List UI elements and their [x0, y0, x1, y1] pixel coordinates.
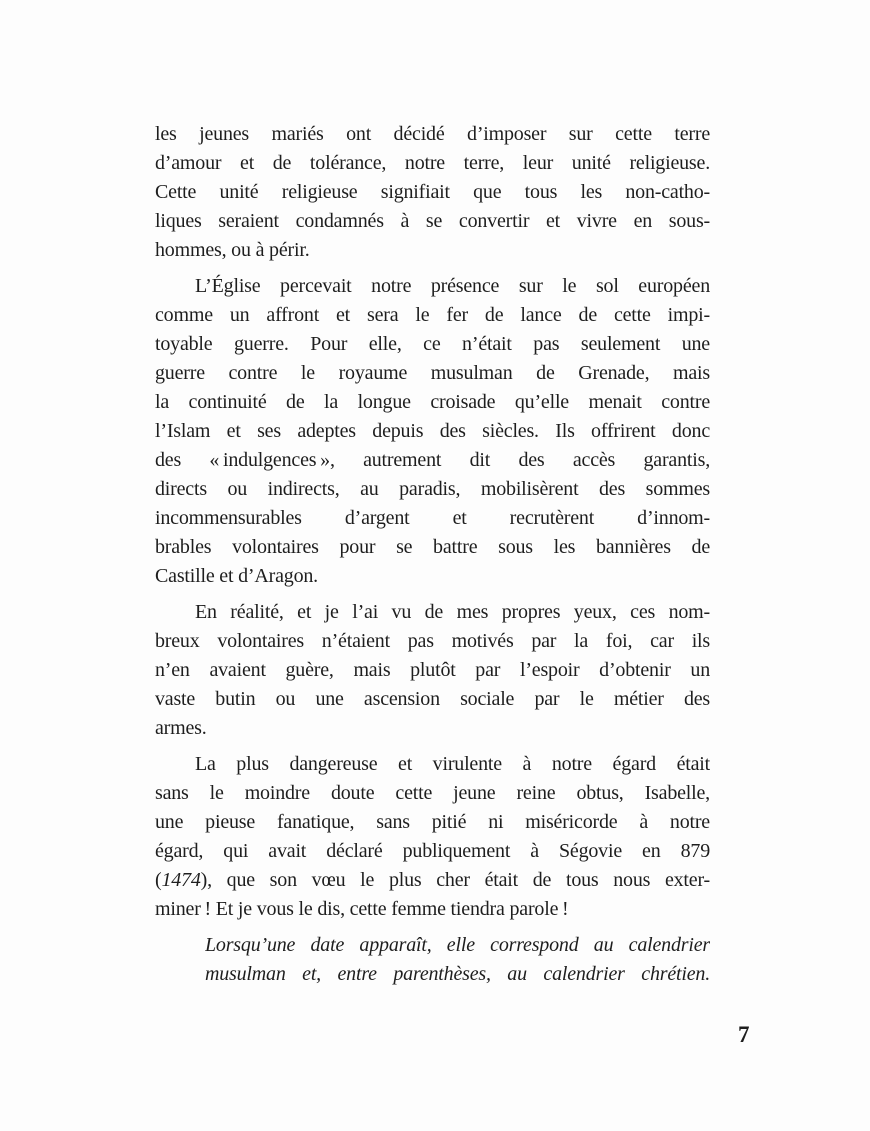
text-line: armes.	[155, 717, 207, 739]
text-line: Lorsqu’une date apparaît, elle correspond au calendrier	[205, 934, 710, 956]
text-line: directs ou indirects, au paradis, mobilisèrent des sommes	[155, 478, 710, 500]
text-line: guerre contre le royaume musulman de Grenade, mais	[155, 362, 710, 384]
text-line: En réalité, et je l’ai vu de mes propres yeux, ces nom-	[195, 601, 710, 623]
text-line: les jeunes mariés ont décidé d’imposer sur cette terre	[155, 123, 710, 145]
text-line: l’Islam et ses adeptes depuis des siècles. Ils offrirent donc	[155, 420, 710, 442]
paragraph-4	[155, 750, 710, 924]
text-line: n’en avaient guère, mais plutôt par l’espoir d’obtenir un	[155, 659, 710, 681]
text-line: Castille et d’Aragon.	[155, 565, 318, 587]
paragraph-2	[155, 272, 710, 591]
text-line: incommensurables d’argent et recrutèrent d’innom-	[155, 507, 710, 529]
text-line: d’amour et de tolérance, notre terre, leur unité religieuse.	[155, 152, 710, 174]
page-text-column	[155, 120, 710, 996]
hijri-gregorian-year: 1474	[161, 869, 201, 891]
text-line: sans le moindre doute cette jeune reine obtus, Isabelle,	[155, 782, 710, 804]
text-line: Cette unité religieuse signifiait que tous les non-catho-	[155, 181, 710, 203]
text-line: miner ! Et je vous le dis, cette femme tiendra parole !	[155, 898, 569, 920]
text-line: La plus dangereuse et virulente à notre égard était	[195, 753, 710, 775]
paragraph-1	[155, 120, 710, 265]
text-fragment: (	[155, 869, 162, 891]
text-line: musulman et, entre parenthèses, au calendrier chrétien.	[205, 963, 710, 985]
text-line: liques seraient condamnés à se convertir et vivre en sous-	[155, 210, 710, 232]
page-number: 7	[738, 1022, 750, 1047]
text-line: la continuité de la longue croisade qu’elle menait contre	[155, 391, 710, 413]
text-line: égard, qui avait déclaré publiquement à Ségovie en 879	[155, 840, 710, 862]
text-line: brables volontaires pour se battre sous les bannières de	[155, 536, 710, 558]
text-line: breux volontaires n’étaient pas motivés par la foi, car ils	[155, 630, 710, 652]
text-line: L’Église percevait notre présence sur le sol européen	[195, 275, 710, 297]
paragraph-3	[155, 598, 710, 743]
text-line: comme un affront et sera le fer de lance de cette impi-	[155, 304, 710, 326]
text-fragment: ), que son vœu le plus cher était de tous nous exter-	[200, 869, 710, 891]
text-line: vaste butin ou une ascension sociale par le métier des	[155, 688, 710, 710]
text-line: une pieuse fanatique, sans pitié ni miséricorde à notre	[155, 811, 710, 833]
text-line: des « indulgences », autrement dit des accès garantis,	[155, 449, 710, 471]
text-line: toyable guerre. Pour elle, ce n’était pas seulement une	[155, 333, 710, 355]
translator-note	[205, 931, 710, 989]
text-line	[155, 866, 710, 895]
text-line: hommes, ou à périr.	[155, 239, 310, 261]
